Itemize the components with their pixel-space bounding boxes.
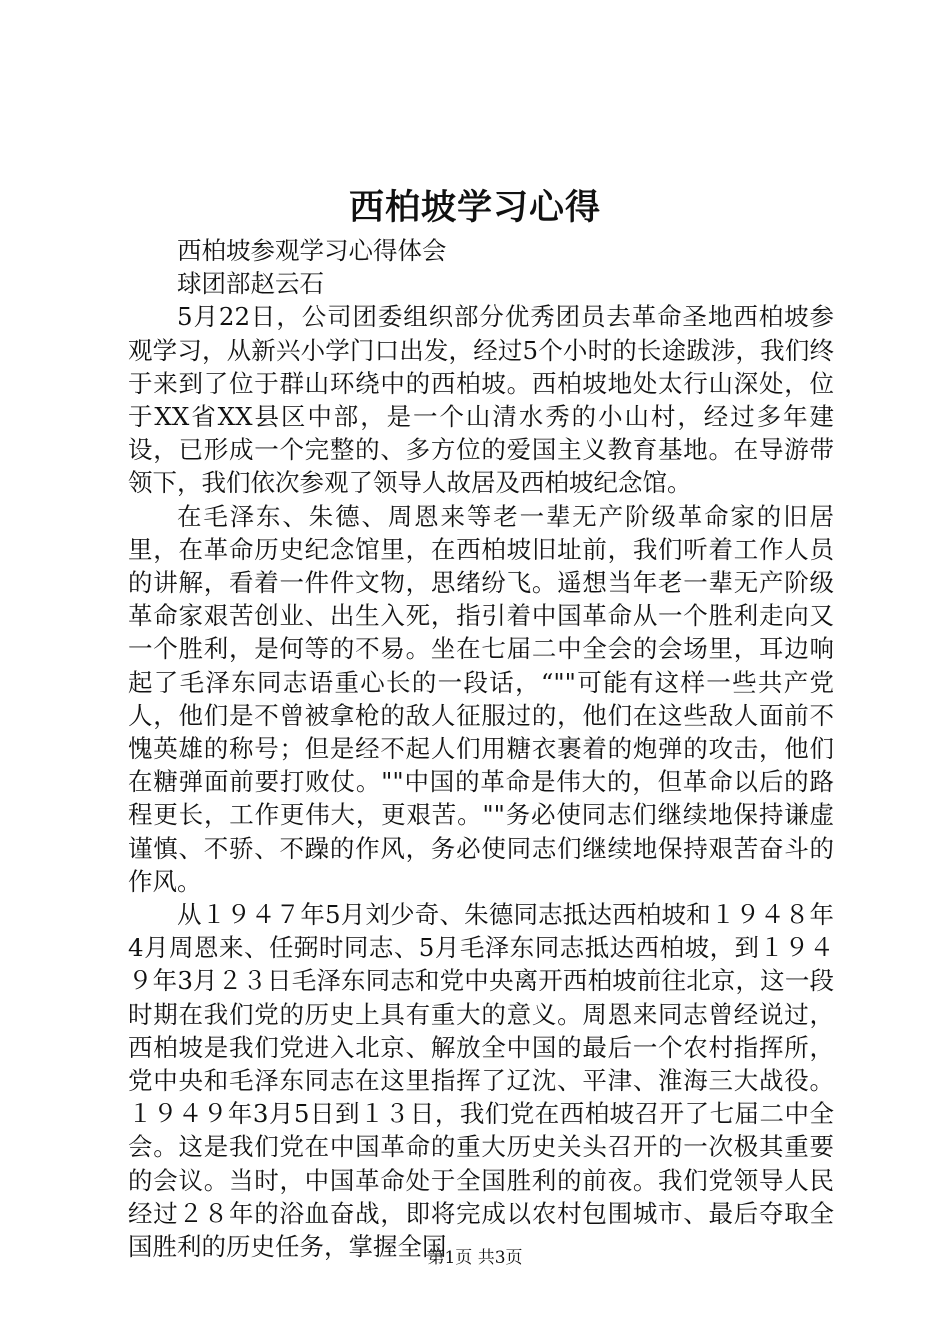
author-paragraph: 球团部赵云石 bbox=[177, 269, 324, 299]
document-title: 西柏坡学习心得 bbox=[348, 187, 601, 228]
body-paragraph-3: 从１９４７年5月刘少奇、朱德同志抵达西柏坡和１９４８年4月周恩来、任弼时同志、5月毛泽东同志抵达西柏坡，到１９４９年3月２３日毛泽东同志和党中央离开西柏坡前往北京，这一段时期在我们党的历史上具有重大的意义。周恩来同志曾经说过，西柏坡是我们党进入北京、解放全中国的最后一个农村指挥所，党中央和毛泽东同志在这里指挥了辽沈、平津、淮海三大战役。１９４９年3月5日到１３日，我们党在西柏坡召开了七届二中全会。这是我们党在中国革命的重大历史关头召开的一次极其重要的会议。当时，中国革命处于全国胜利的前夜。我们党领导人民经过２８年的浴血奋战，即将完成以农村包围城市、最后夺取全国胜利的历史任务，掌握全国 bbox=[128, 900, 834, 1262]
page-footer: 第1页 共3页 bbox=[427, 1248, 523, 1268]
subtitle-paragraph: 西柏坡参观学习心得体会 bbox=[177, 236, 447, 265]
document-body bbox=[128, 234, 834, 1263]
body-paragraph-2: 在毛泽东、朱德、周恩来等老一辈无产阶级革命家的旧居里，在革命历史纪念馆里，在西柏坡旧址前，我们听着工作人员的讲解，看着一件件文物，思绪纷飞。遥想当年老一辈无产阶级革命家艰苦创业、出生入死，指引着中国革命从一个胜利走向又一个胜利，是何等的不易。坐在七届二中全会的会场里，耳边响起了毛泽东同志语重心长的一段话，“""可能有这样一些共产党人，他们是不曾被拿枪的敌人征服过的，他们在这些敌人面前不愧英雄的称号；但是经不起人们用糖衣裹着的炮弹的攻击，他们在糖弹面前要打败仗。""中国的革命是伟大的，但革命以后的路程更长，工作更伟大，更艰苦。""务必使同志们继续地保持谦虚谨慎、不骄、不躁的作风，务必使同志们继续地保持艰苦奋斗的作风。 bbox=[128, 501, 834, 896]
body-paragraph-1: 5月22日，公司团委组织部分优秀团员去革命圣地西柏坡参观学习，从新兴小学门口出发，经过5个小时的长途跋涉，我们终于来到了位于群山环绕中的西柏坡。西柏坡地处太行山深处，位于XX省XX县区中部，是一个山清水秀的小山村，经过多年建设，已形成一个完整的、多方位的爱国主义教育基地。在导游带领下，我们依次参观了领导人故居及西柏坡纪念馆。 bbox=[128, 302, 834, 498]
